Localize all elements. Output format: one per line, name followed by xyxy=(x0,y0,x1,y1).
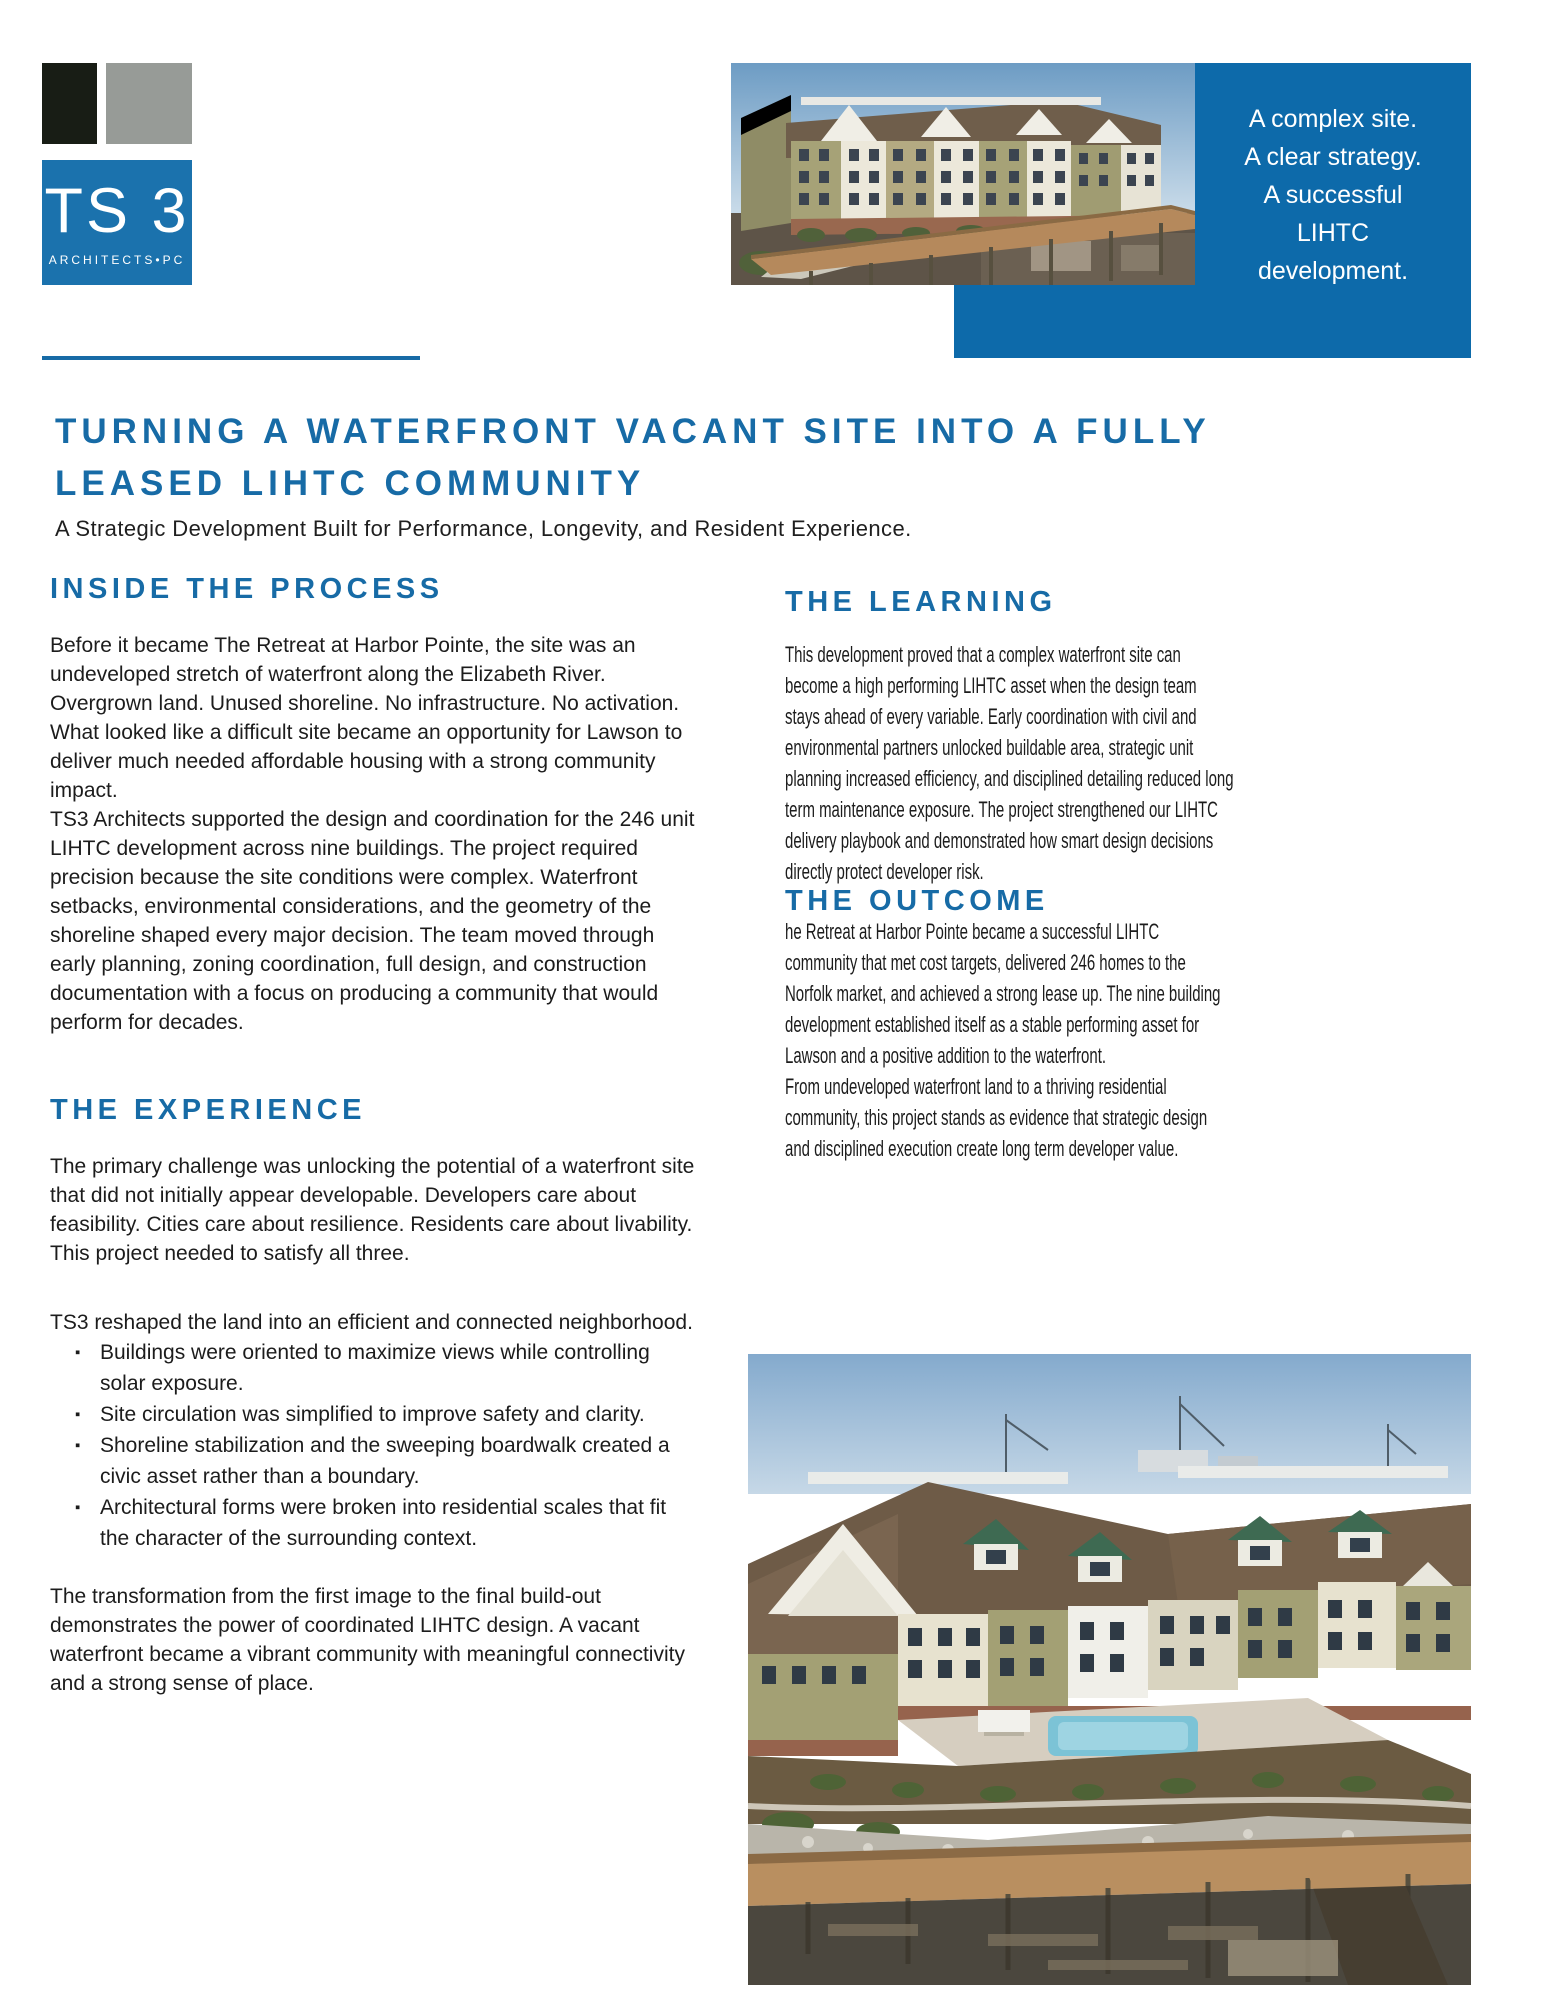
learning-paragraph: This development proved that a complex waterfront site can become a high performing LIHTC asset when the design team stays ahead of every variable. Early coordination with civil and environmental partners unlocked buildable area, strategic unit planning increased efficiency, and disciplined detailing reduced long term maintenance exposure. The project strengthened our LIHTC delivery playbook and demonstrated how smart design decisions directly protect developer risk. xyxy=(785,642,1234,884)
experience-intro: TS3 reshaped the land into an efficient and connected neighborhood. xyxy=(50,1311,693,1334)
page-title xyxy=(55,406,1435,510)
divider-rule xyxy=(42,356,420,360)
page-subtitle: A Strategic Development Built for Performance, Longevity, and Resident Experience. xyxy=(55,516,912,541)
outcome-photo-illustration xyxy=(748,1354,1471,1985)
bullet-icon: ▪ xyxy=(75,1406,81,1423)
logo-black-square xyxy=(42,63,97,144)
heading-the-experience: THE EXPERIENCE xyxy=(50,1094,366,1126)
heading-the-learning: THE LEARNING xyxy=(785,586,1057,618)
logo-tagline: ARCHITECTS•PC xyxy=(48,253,186,267)
list-item xyxy=(75,1337,675,1399)
list-item xyxy=(75,1492,675,1554)
page-title-line2: LEASED LIHTC COMMUNITY xyxy=(55,464,646,503)
list-item xyxy=(75,1399,675,1430)
outcome-photo xyxy=(748,1354,1471,1985)
experience-closing-paragraph: The transformation from the first image to the final build-out demonstrates the power of coordinated LIHTC design. A vacant waterfront became a vibrant community with meaningful connectivity and a strong sense of place. xyxy=(50,1585,685,1695)
hero-tagline-line: A complex site. xyxy=(1248,105,1418,133)
ts3-logo xyxy=(42,160,192,285)
bullet-icon: ▪ xyxy=(75,1499,81,1516)
left-column xyxy=(50,575,730,1698)
logo-wordmark: TS 3 xyxy=(44,176,190,246)
outcome-paragraph-1: he Retreat at Harbor Pointe became a successful LIHTC community that met cost targets, delivered 246 homes to the Norfolk market, and achieved a strong lease up. The nine building development established itself as a stable performing asset for Lawson and a positive addition to the waterfront. xyxy=(785,919,1221,1068)
hero-tagline-line: A successful xyxy=(1263,181,1403,209)
heading-the-outcome: THE OUTCOME xyxy=(785,885,1049,917)
header-photo-illustration xyxy=(731,63,1195,285)
hero-tagline-line: development. xyxy=(1257,257,1409,285)
heading-inside-the-process: INSIDE THE PROCESS xyxy=(50,573,444,605)
hero-tagline xyxy=(1195,100,1471,290)
bullet-icon: ▪ xyxy=(75,1344,81,1361)
bullet-text: Site circulation was simplified to improve safety and clarity. xyxy=(100,1403,645,1426)
logo-gray-square xyxy=(106,63,192,144)
page-title-line1: TURNING A WATERFRONT VACANT SITE INTO A FULLY xyxy=(55,412,1211,451)
bullet-text: Shoreline stabilization and the sweeping boardwalk created a civic asset rather than a boundary. xyxy=(100,1434,670,1488)
experience-bullet-list xyxy=(50,1337,675,1554)
header-photo xyxy=(731,63,1195,285)
outcome-paragraph-2: From undeveloped waterfront land to a thriving residential community, this project stands as evidence that strategic design and disciplined execution create long term developer value. xyxy=(785,1074,1208,1161)
list-item xyxy=(75,1430,675,1492)
bullet-icon: ▪ xyxy=(75,1437,81,1454)
bullet-text: Buildings were oriented to maximize views while controlling solar exposure. xyxy=(100,1341,650,1395)
experience-paragraph: The primary challenge was unlocking the potential of a waterfront site that did not initially appear developable. Developers care about feasibility. Cities care about resilience. Residents care about livability. This project needed to satisfy all three. xyxy=(50,1155,695,1265)
hero-tagline-line: LIHTC xyxy=(1296,219,1370,247)
inside-paragraph-1: Before it became The Retreat at Harbor Pointe, the site was an undeveloped stretch of waterfront along the Elizabeth River. Overgrown land. Unused shoreline. No infrastructure. No activation. What looked like a difficult site became an opportunity for Lawson to deliver much needed affordable housing with a strong community impact. xyxy=(50,634,683,802)
right-column xyxy=(785,588,1245,1164)
hero-tagline-line: A clear strategy. xyxy=(1244,143,1422,171)
inside-paragraph-2: TS3 Architects supported the design and coordination for the 246 unit LIHTC development across nine buildings. The project required precision because the site conditions were complex. Waterfront setbacks, environmental considerations, and the geometry of the shoreline shaped every major decision. The team moved through early planning, zoning coordination, full design, and construction documentation with a focus on producing a community that would perform for decades. xyxy=(50,808,695,1034)
bullet-text: Architectural forms were broken into residential scales that fit the character of the surrounding context. xyxy=(100,1496,667,1550)
